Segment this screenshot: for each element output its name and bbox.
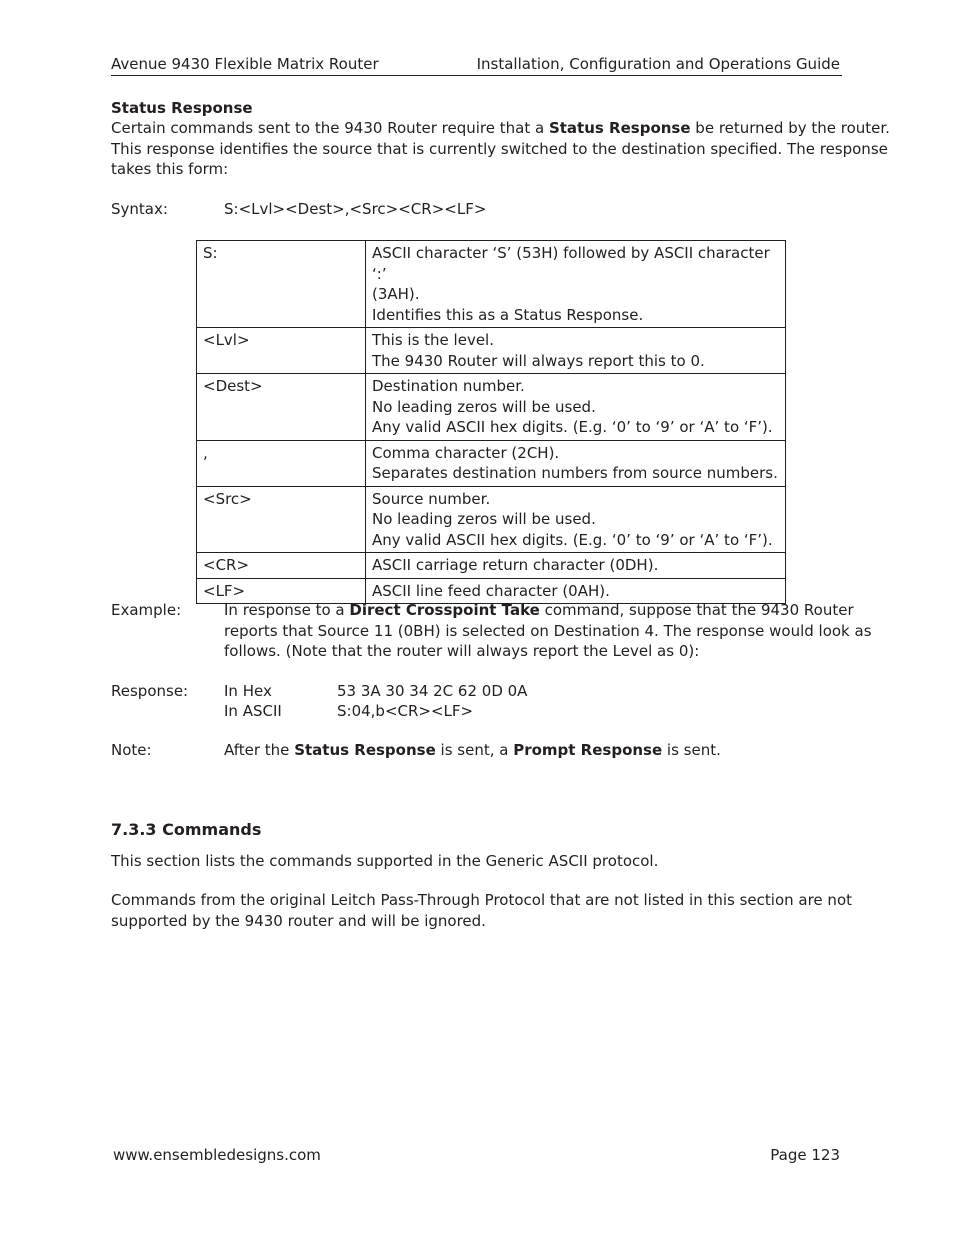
table-cell-field: , [197, 440, 366, 486]
intro-line-2: This response identifies the source that is currently switched to the destination specified. The response [111, 139, 888, 158]
table-row [197, 553, 786, 579]
table-cell-description [366, 328, 786, 374]
note-text-start: After the [224, 741, 295, 759]
header-title: Avenue 9430 Flexible Matrix Router [111, 55, 379, 73]
table-cell-field: S: [197, 241, 366, 328]
table-cell-field: <CR> [197, 553, 366, 579]
table-cell-field: <Src> [197, 486, 366, 553]
intro-bold: Status Response [548, 119, 691, 137]
example-text-start: In response to a [224, 601, 350, 619]
note-text-mid: is sent, a [435, 741, 514, 759]
note-text-end: is sent. [662, 741, 721, 759]
example-line-3: follows. (Note that the router will always report the Level as 0): [224, 642, 700, 660]
description-line: Source number. [372, 489, 491, 508]
commands-para-1: This section lists the commands supported in the Generic ASCII protocol. [111, 852, 659, 870]
description-line: Separates destination numbers from source numbers. [372, 464, 778, 482]
table-cell-field: <Lvl> [197, 328, 366, 374]
response-hex-value: 53 3A 30 34 2C 62 0D 0A [337, 682, 528, 700]
description-line: ASCII line feed character (0AH). [372, 581, 610, 600]
status-response-table [196, 240, 786, 604]
table-cell-field: <LF> [197, 578, 366, 604]
note-text [224, 740, 721, 761]
description-line: Identifies this as a Status Response. [372, 305, 644, 324]
intro-text: Certain commands sent to the 9430 Router require that a [111, 119, 549, 137]
table-cell-description [366, 374, 786, 441]
commands-heading: 7.3.3 Commands [111, 820, 262, 839]
table-cell-field: <Dest> [197, 374, 366, 441]
header-rule [111, 75, 842, 76]
table-cell-description [366, 440, 786, 486]
description-line: (3AH). [372, 285, 420, 303]
intro-line-3: takes this form: [111, 160, 229, 178]
status-response-heading: Status Response [111, 99, 253, 117]
description-line: No leading zeros will be used. [372, 510, 596, 528]
description-line: Destination number. [372, 377, 525, 395]
table-row [197, 486, 786, 553]
intro-text-end: be returned by the router. [690, 119, 890, 137]
commands-para-2-line-2: supported by the 9430 router and will be ignored. [111, 911, 486, 930]
response-label: Response: [111, 682, 189, 700]
table-cell-description [366, 241, 786, 328]
table-row [197, 241, 786, 328]
description-line: Any valid ASCII hex digits. (E.g. ‘0’ to ‘9’ or ‘A’ to ‘F’). [372, 530, 773, 549]
example-text-end: command, suppose that the 9430 Router [539, 601, 854, 619]
description-line: This is the level. [372, 331, 494, 349]
footer-page-number: Page 123 [770, 1146, 840, 1164]
table-row [197, 328, 786, 374]
table-row [197, 440, 786, 486]
description-line: Comma character (2CH). [372, 443, 560, 462]
example-line-2: reports that Source 11 (0BH) is selected on Destination 4. The response would look as [224, 621, 872, 640]
commands-para-2-line-1: Commands from the original Leitch Pass-Through Protocol that are not listed in this section are not [111, 891, 852, 909]
syntax-value: S:<Lvl><Dest>,<Src><CR><LF> [224, 200, 487, 218]
status-response-intro [111, 118, 890, 180]
response-hex-label: In Hex [224, 682, 272, 700]
header-guide-title: Installation, Configuration and Operations Guide [476, 55, 840, 73]
note-label: Note: [111, 741, 152, 759]
syntax-label: Syntax: [111, 200, 168, 218]
example-bold: Direct Crosspoint Take [349, 601, 540, 619]
footer-website[interactable]: www.ensembledesigns.com [113, 1146, 321, 1164]
example-text [224, 600, 872, 662]
table-cell-description [366, 553, 786, 579]
table-row [197, 374, 786, 441]
table-cell-description [366, 486, 786, 553]
example-label: Example: [111, 601, 182, 619]
description-line: Any valid ASCII hex digits. (E.g. ‘0’ to ‘9’ or ‘A’ to ‘F’). [372, 418, 773, 436]
note-bold-2: Prompt Response [513, 741, 663, 759]
response-ascii-label: In ASCII [224, 702, 282, 720]
description-line: The 9430 Router will always report this to 0. [372, 351, 705, 370]
description-line: No leading zeros will be used. [372, 397, 596, 416]
commands-para-2 [111, 890, 852, 931]
note-bold-1: Status Response [294, 741, 436, 759]
description-line: ASCII character ‘S’ (53H) followed by ASCII character ‘:’ [372, 244, 770, 283]
response-ascii-value: S:04,b<CR><LF> [337, 702, 474, 720]
description-line: ASCII carriage return character (0DH). [372, 556, 659, 574]
